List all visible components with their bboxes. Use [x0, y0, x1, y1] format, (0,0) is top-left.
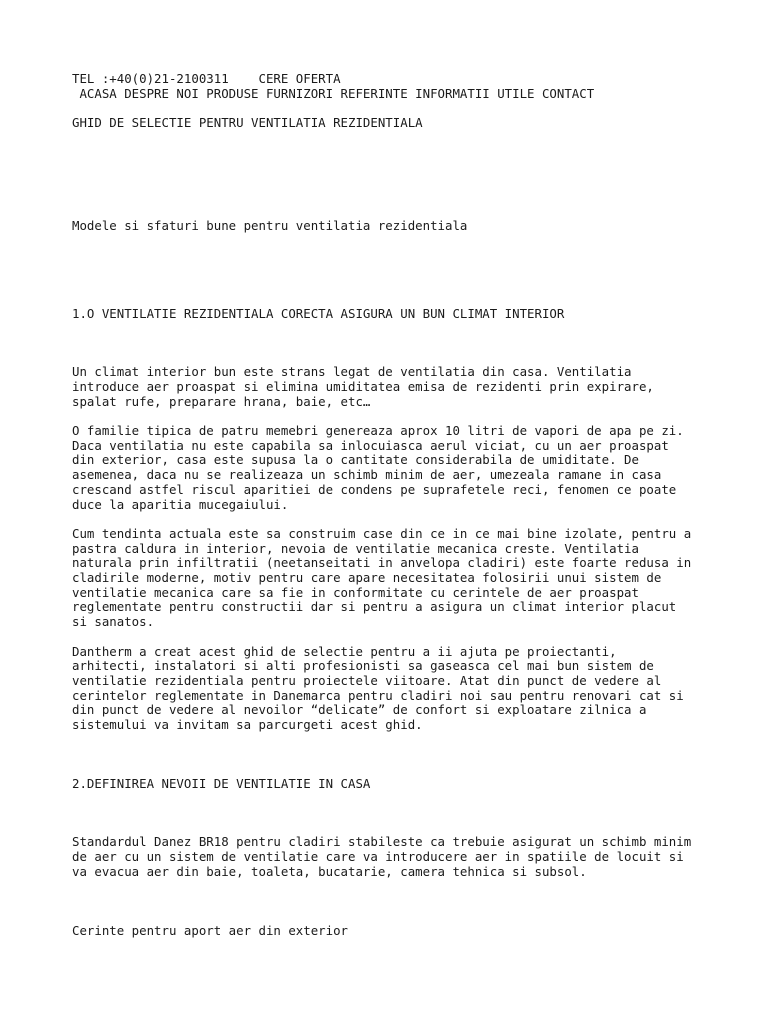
section-1-heading: 1.O VENTILATIE REZIDENTIALA CORECTA ASIGURA UN BUN CLIMAT INTERIOR	[72, 305, 565, 321]
subheading: Cerinte pentru aport aer din exterior	[72, 922, 349, 938]
paragraph-3: Cum tendinta actuala este sa construim case din ce in ce mai bine izolate, pentru a pastra caldura in interior, nevoia de ventilatie mecanica creste. Ventilatia naturala prin infiltratii (neetanseitati in anvelopa cladiri) este foarte redusa in cladirile moderne, motiv pentru care apare necesitatea folosirii unui sistem de ventilatie mecanica care sa fie in conformitate cu cerintele de aer proaspat reglementate pentru constructii dar si pentru a asigura un climat interior placut si sanatos.	[72, 525, 692, 630]
paragraph-2: O familie tipica de patru memebri genereaza aprox 10 litri de vapori de apa pe zi. Daca ventilatia nu este capabila sa inlocuiasca aerul viciat, cu un aer proaspat din exterior, casa este supusa la o cantitate considerabila de umiditate. De asemenea, daca nu se realizeaza un schimb minim de aer, umezeala ramane in casa crescand astfel riscul aparitiei de condens pe suprafetele reci, fenomen ce poate duce la aparitia mucegaiului.	[72, 423, 684, 512]
nav-line: ACASA DESPRE NOI PRODUSE FURNIZORI REFERINTE INFORMATII UTILE CONTACT	[72, 85, 595, 101]
paragraph-4: Dantherm a creat acest ghid de selectie pentru a ii ajuta pe proiectanti, arhitecti, instalatori si alti profesionisti sa gaseasca cel mai bun sistem de ventilatie rezidentiala pentru proiectele viitoare. Atat din punct de vedere al cerintelor reglementate in Danemarca pentru cladiri noi sau pentru renovari cat si din punct de vedere al nevoilor “delicate” de confort si exploatare zilnica a sistemului va invitam sa parcurgeti acest ghid.	[72, 643, 684, 733]
page-title: GHID DE SELECTIE PENTRU VENTILATIA REZIDENTIALA	[72, 115, 423, 131]
section-2-heading: 2.DEFINIREA NEVOII DE VENTILATIE IN CASA	[72, 775, 371, 791]
document-page	[72, 72, 732, 938]
page-subtitle: Modele si sfaturi bune pentru ventilatia rezidentiala	[72, 217, 468, 233]
paragraph-1: Un climat interior bun este strans legat de ventilatia din casa. Ventilatia introduce aer proaspat si elimina umiditatea emisa de rezidenti prin expirare, spalat rufe, preparare hrana, baie, etc…	[72, 364, 654, 409]
phone-line: TEL :+40(0)21-2100311 CERE OFERTA	[72, 71, 341, 86]
paragraph-5: Standardul Danez BR18 pentru cladiri stabileste ca trebuie asigurat un schimb minim de aer cu un sistem de ventilatie care va introducere aer in spatiile de locuit si va evacua aer din baie, toaleta, bucatarie, camera tehnica si subsol.	[72, 834, 692, 879]
